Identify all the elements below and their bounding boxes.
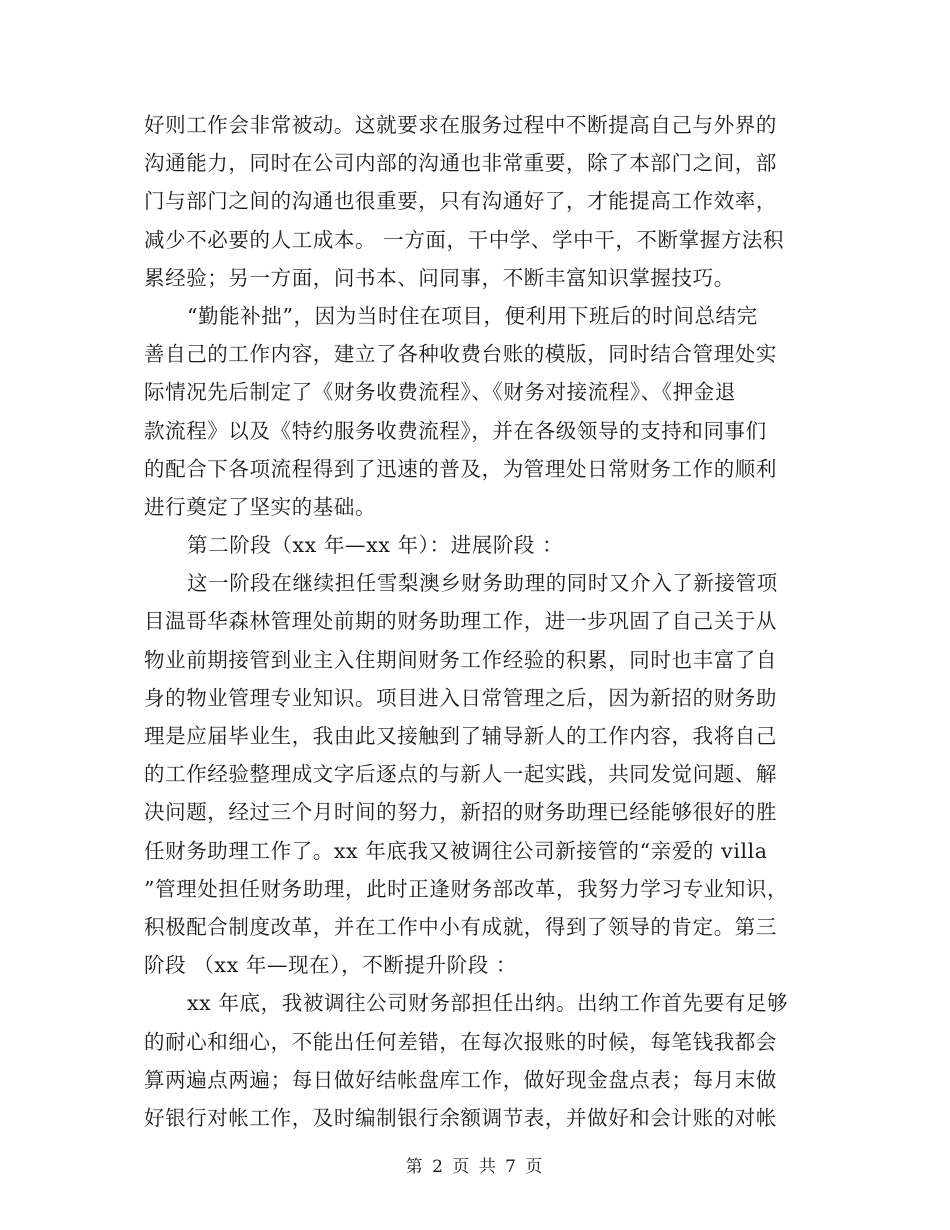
text-line: 的耐心和细心，不能出任何差错，在每次报账的时候，每笔钱我都会 — [144, 1029, 777, 1054]
text-line: 阶段 （xx 年—现在），不断提升阶段 ： — [144, 953, 518, 978]
text-line: 减少不必要的人工成本。 一方面，干中学、学中干，不断掌握方法积 — [144, 227, 785, 252]
text-line: 际情况先后制定了《财务收费流程》、《财务对接流程》、《押金退 — [144, 380, 736, 405]
text-line: 沟通能力，同时在公司内部的沟通也非常重要，除了本部门之间，部 — [144, 151, 777, 176]
text-line: “勤能补拙”，因为当时住在项目，便利用下班后的时间总结完 — [187, 303, 758, 328]
text-line: ”管理处担任财务助理，此时正逢财务部改革，我努力学习专业知识， — [144, 876, 789, 901]
text-line: 的工作经验整理成文字后逐点的与新人一起实践，共同发觉问题、解 — [144, 762, 777, 787]
text-line: 款流程》以及《特约服务收费流程》，并在各级领导的支持和同事们 — [144, 418, 767, 443]
text-line: 第二阶段（xx 年—xx 年）：进展阶段 ： — [187, 533, 564, 558]
text-line: 好银行对帐工作，及时编制银行余额调节表，并做好和会计账的对帐 — [144, 1105, 777, 1130]
page-number-footer: 第 2 页 共 7 页 — [405, 1157, 545, 1177]
text-line: 决问题，经过三个月时间的努力，新招的财务助理已经能够很好的胜 — [144, 800, 777, 825]
text-line: 的配合下各项流程得到了迅速的普及，为管理处日常财务工作的顺利 — [144, 456, 777, 481]
text-line: 门与部门之间的沟通也很重要，只有沟通好了，才能提高工作效率， — [144, 189, 777, 214]
text-line: 积极配合制度改革，并在工作中小有成就，得到了领导的肯定。第三 — [144, 914, 777, 939]
document-body — [144, 106, 804, 1137]
text-line: 进行奠定了坚实的基础。 — [144, 494, 377, 519]
text-line: 好则工作会非常被动。这就要求在服务过程中不断提高自己与外界的 — [144, 113, 777, 137]
text-line: 善自己的工作内容，建立了各种收费台账的模版，同时结合管理处实 — [144, 342, 777, 367]
text-line: 累经验；另一方面，问书本、问同事，不断丰富知识掌握技巧。 — [144, 265, 735, 290]
text-line: 这一阶段在继续担任雪梨澳乡财务助理的同时又介入了新接管项 — [187, 571, 778, 596]
text-line: 身的物业管理专业知识。项目进入日常管理之后，因为新招的财务助 — [144, 685, 777, 710]
text-line: xx 年底，我被调往公司财务部担任出纳。出纳工作首先要有足够 — [187, 991, 789, 1016]
text-line: 目温哥华森林管理处前期的财务助理工作，进一步巩固了自己关于从 — [144, 609, 777, 634]
text-line: 任财务助理工作了。xx 年底我又被调往公司新接管的“亲爱的 villa — [144, 838, 768, 863]
text-line: 理是应届毕业生，我由此又接触到了辅导新人的工作内容，我将自己 — [144, 724, 777, 748]
text-line: 物业前期接管到业主入住期间财务工作经验的积累，同时也丰富了自 — [144, 647, 777, 672]
text-line: 算两遍点两遍；每日做好结帐盘库工作，做好现金盘点表；每月末做 — [144, 1067, 777, 1092]
